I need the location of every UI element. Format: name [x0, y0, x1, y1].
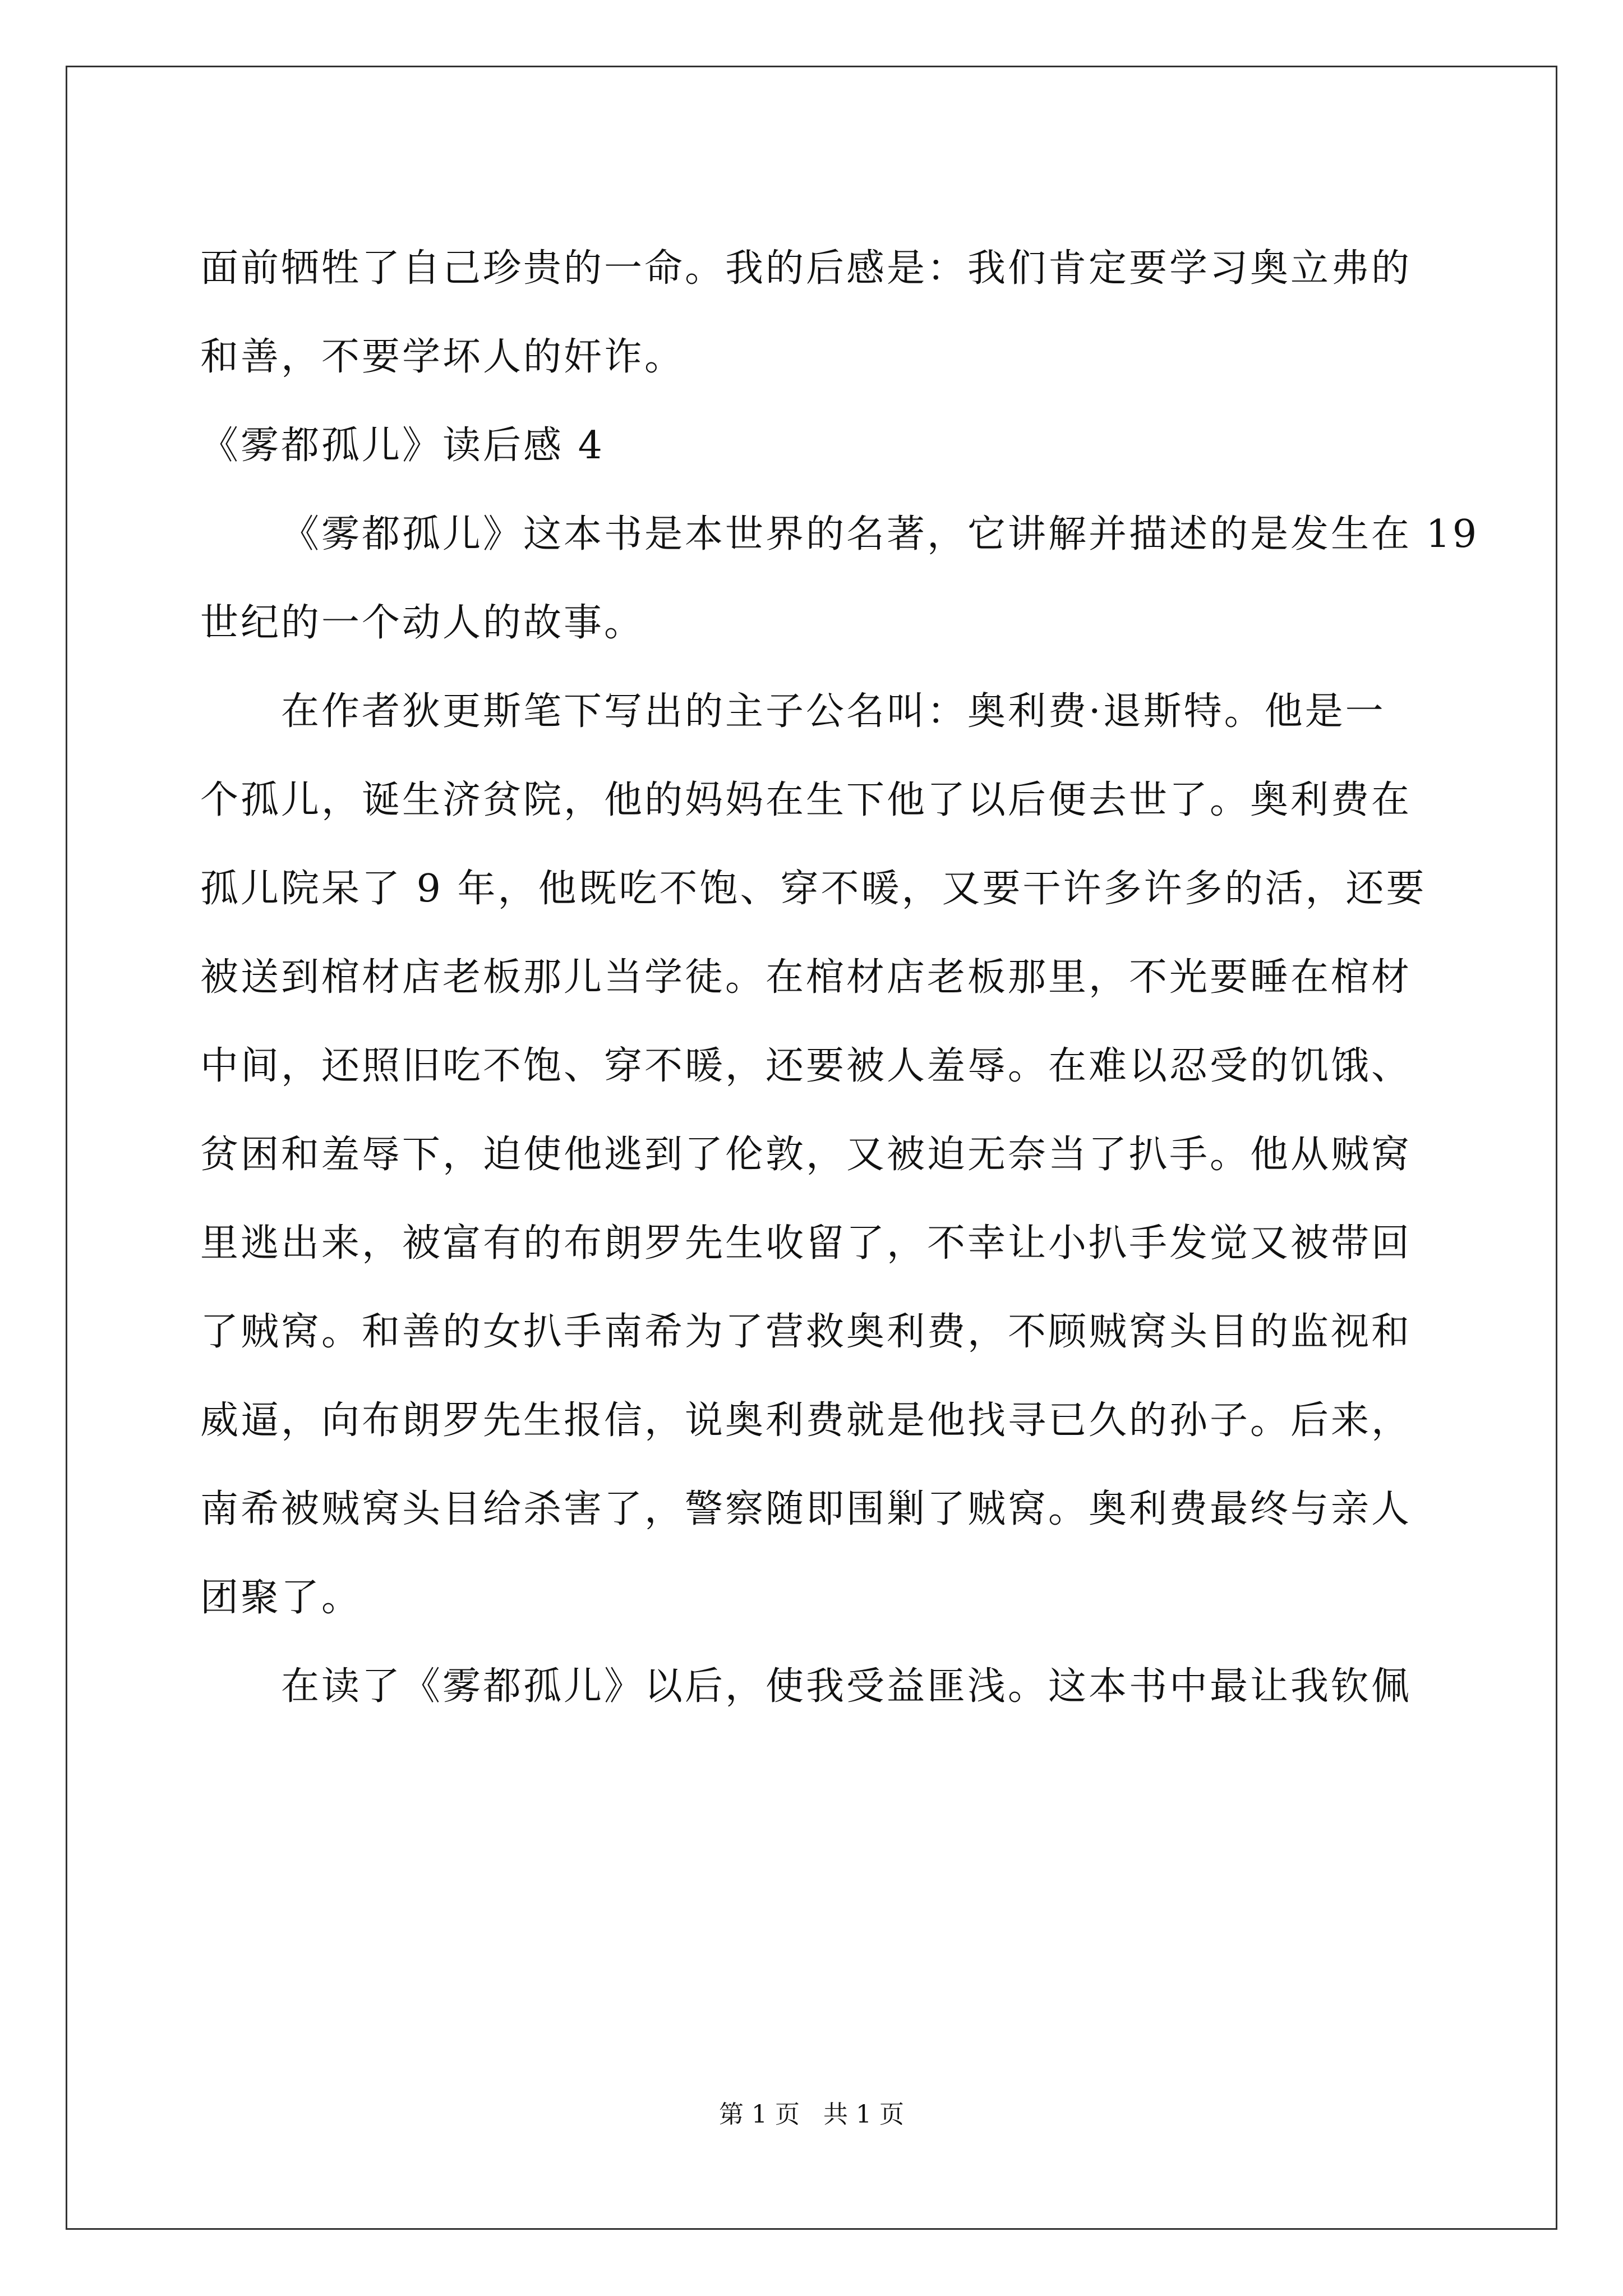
text-line: 了贼窝。和善的女扒手南希为了营救奥利费，不顾贼窝头目的监视和 — [200, 1310, 1412, 1354]
text-line: 面前牺牲了自己珍贵的一命。我的后感是：我们肯定要学习奥立弗的 — [200, 246, 1412, 291]
document-body — [200, 224, 1479, 1731]
text-line: 南希被贼窝头目给杀害了，警察随即围剿了贼窝。奥利费最终与亲人 — [200, 1487, 1412, 1531]
text-line: 世纪的一个动人的故事。 — [200, 601, 645, 645]
text-line: 孤儿院呆了 9 年，他既吃不饱、穿不暖，又要干许多许多的活，还要 — [200, 867, 1427, 911]
paragraph-start: 在作者狄更斯笔下写出的主子公名叫：奥利费·退斯特。他是一 — [281, 689, 1386, 734]
text-line: 贫困和羞辱下，迫使他逃到了伦敦，又被迫无奈当了扒手。他从贼窝 — [200, 1133, 1412, 1177]
paragraph-start: 《雾都孤儿》这本书是本世界的名著，它讲解并描述的是发生在 19 — [281, 512, 1479, 556]
text-line: 个孤儿，诞生济贫院，他的妈妈在生下他了以后便去世了。奥利费在 — [200, 778, 1412, 822]
paragraph-start: 在读了《雾都孤儿》以后，使我受益匪浅。这本书中最让我钦佩 — [281, 1664, 1412, 1709]
text-line: 团聚了。 — [200, 1576, 362, 1620]
text-line: 里逃出来，被富有的布朗罗先生收留了，不幸让小扒手发觉又被带回 — [200, 1221, 1412, 1266]
text-line: 威逼，向布朗罗先生报信，说奥利费就是他找寻已久的孙子。后来， — [200, 1398, 1412, 1443]
text-line: 被送到棺材店老板那儿当学徒。在棺材店老板那里，不光要睡在棺材 — [200, 955, 1412, 1000]
section-heading: 《雾都孤儿》读后感 4 — [200, 424, 605, 468]
page-number-footer: 第 1 页 共 1 页 — [719, 2100, 904, 2129]
text-line: 和善，不要学坏人的奸诈。 — [200, 335, 685, 379]
text-line: 中间，还照旧吃不饱、穿不暖，还要被人羞辱。在难以忍受的饥饿、 — [200, 1044, 1412, 1088]
